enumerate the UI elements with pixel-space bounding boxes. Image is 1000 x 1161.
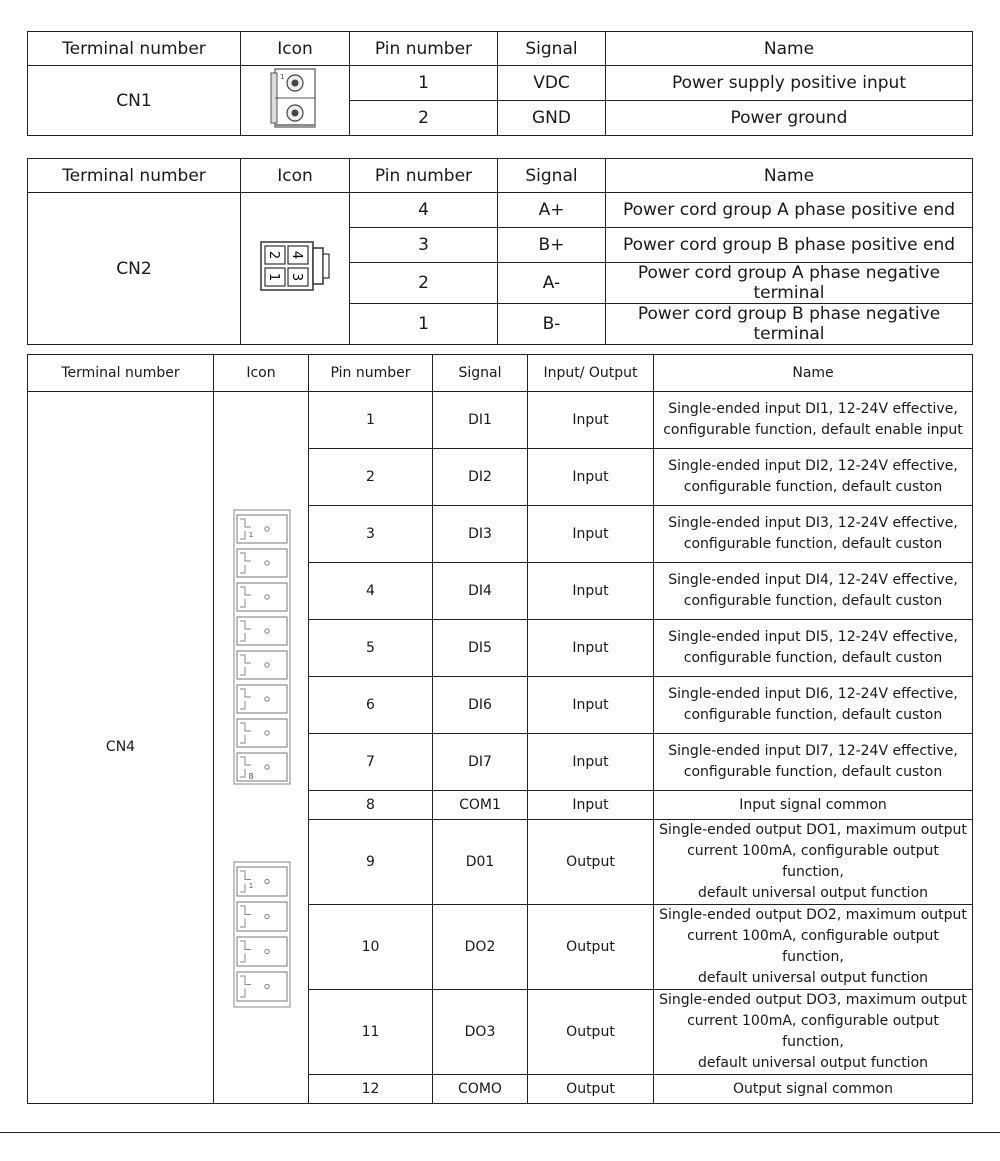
signal-cell: DO2 [433,905,528,990]
name-line: Single-ended output DO2, maximum output [659,907,967,923]
terminal-pin [237,972,287,1001]
header-input-output: Input/ Output [528,355,654,392]
terminal-pin [237,902,287,931]
table-row [28,392,973,449]
page-divider [0,1132,1000,1133]
terminal-cell: CN1 [28,66,241,136]
icon-cell [214,392,309,1104]
io-cell: Input [528,734,654,791]
io-cell: Input [528,620,654,677]
pin-cell: 7 [309,734,433,791]
signal-cell: GND [498,101,606,136]
pin-cell: 6 [309,677,433,734]
io-cell: Output [528,1075,654,1104]
name-line: default universal output function [697,885,929,901]
icon-pin-label: 4 [289,250,304,260]
io-cell: Input [528,392,654,449]
terminal-pin [237,867,287,896]
pin-cell: 5 [309,620,433,677]
signal-cell: COMO [433,1075,528,1104]
four-pin-connector-icon [255,236,335,296]
terminal-pin [237,617,287,645]
header-icon: Icon [214,355,309,392]
header-pin-number: Pin number [350,159,498,193]
signal-cell: D01 [433,820,528,905]
icon-pin-label: 1 [266,272,281,282]
header-row [28,32,973,66]
signal-cell: VDC [498,66,606,101]
name-line: Single-ended input DI5, 12-24V effective, [668,629,958,645]
terminal-pin [237,651,287,679]
io-cell: Input [528,791,654,820]
terminal-cell: CN4 [28,392,214,1104]
svg-text:1: 1 [280,73,285,81]
io-cell: Output [528,990,654,1075]
name-line: default universal output function [697,970,929,986]
header-signal: Signal [498,32,606,66]
name-line: configurable function, default custon [683,479,943,495]
header-row [28,355,973,392]
terminal-pin [237,937,287,966]
name-line: configurable function, default custon [683,707,943,723]
name-cell [654,734,973,791]
icon-pin-label: 1 [248,531,253,539]
pin-cell: 3 [309,506,433,563]
header-terminal-number: Terminal number [28,32,241,66]
header-name: Name [606,32,973,66]
io-cell: Input [528,506,654,563]
name-cell: Power cord group B phase positive end [606,228,973,263]
input-terminal-block [234,510,290,784]
signal-cell: A+ [498,193,606,228]
signal-cell: DI1 [433,392,528,449]
name-cell [654,905,973,990]
terminal-pin [237,515,287,543]
pin-cell: 3 [350,228,498,263]
header-terminal-number: Terminal number [28,159,241,193]
terminal-pin [237,549,287,577]
name-cell [654,820,973,905]
signal-cell: DI4 [433,563,528,620]
header-row [28,159,973,193]
name-cell [654,392,973,449]
io-cell: Output [528,905,654,990]
io-cell: Input [528,449,654,506]
pin-cell: 2 [350,101,498,136]
name-cell: Power ground [606,101,973,136]
pin-cell: 1 [350,66,498,101]
signal-cell: DI3 [433,506,528,563]
pin-cell: 2 [350,263,498,304]
name-line: Single-ended output DO1, maximum output [659,822,967,838]
cn4-table [27,354,973,1104]
two-pin-screw-terminal-icon [267,67,323,129]
io-cell: Input [528,563,654,620]
pin-cell: 1 [309,392,433,449]
signal-cell: DO3 [433,990,528,1075]
name-cell [654,449,973,506]
name-cell: Power cord group B phase negative terminal [606,304,973,345]
header-terminal-number: Terminal number [28,355,214,392]
signal-cell: A- [498,263,606,304]
pin-cell: 1 [350,304,498,345]
pin-cell: 10 [309,905,433,990]
name-cell: Power cord group A phase negative terminal [606,263,973,304]
name-line: default universal output function [697,1055,929,1071]
signal-cell: DI6 [433,677,528,734]
icon-pin-label: 2 [266,250,281,260]
name-cell [654,506,973,563]
name-line: current 100mA, configurable output function, [687,1013,939,1050]
terminal-pin [237,719,287,747]
name-cell [654,620,973,677]
header-signal: Signal [498,159,606,193]
terminal-cell: CN2 [28,193,241,345]
name-line: configurable function, default enable input [663,422,963,438]
pin-cell: 9 [309,820,433,905]
icon-pin-label: 1 [248,882,253,890]
cn1-table [27,31,973,136]
io-cell: Input [528,677,654,734]
spring-terminal-block-icon [215,414,308,1074]
signal-cell: DI5 [433,620,528,677]
cn2-table [27,158,973,345]
name-line: Single-ended input DI6, 12-24V effective, [668,686,958,702]
icon-cell [241,66,350,136]
terminal-pin [237,753,287,781]
name-cell: Power cord group A phase positive end [606,193,973,228]
name-line: configurable function, default custon [683,650,943,666]
name-line: Single-ended input DI3, 12-24V effective, [668,515,958,531]
pin-cell: 4 [350,193,498,228]
signal-cell: DI2 [433,449,528,506]
name-line: Single-ended input DI1, 12-24V effective, [668,401,958,417]
output-terminal-block [234,862,290,1007]
name-line: Single-ended input DI7, 12-24V effective, [668,743,958,759]
name-cell: Output signal common [654,1075,973,1104]
icon-cell [241,193,350,345]
terminal-pin [237,685,287,713]
name-cell: Input signal common [654,791,973,820]
header-name: Name [606,159,973,193]
table-row [28,66,973,101]
name-line: configurable function, default custon [683,536,943,552]
terminal-pin [237,583,287,611]
name-cell [654,990,973,1075]
name-line: current 100mA, configurable output function, [687,843,939,880]
signal-cell: DI7 [433,734,528,791]
pin-cell: 12 [309,1075,433,1104]
pin-cell: 4 [309,563,433,620]
header-name: Name [654,355,973,392]
header-pin-number: Pin number [309,355,433,392]
signal-cell: B+ [498,228,606,263]
name-line: current 100mA, configurable output function, [687,928,939,965]
signal-cell: COM1 [433,791,528,820]
header-pin-number: Pin number [350,32,498,66]
name-cell: Power supply positive input [606,66,973,101]
pin-cell: 11 [309,990,433,1075]
icon-pin-label: 8 [247,772,254,781]
icon-pin-label: 3 [289,272,304,282]
name-cell [654,677,973,734]
name-line: Single-ended input DI2, 12-24V effective, [668,458,958,474]
name-line: Single-ended input DI4, 12-24V effective, [668,572,958,588]
name-cell [654,563,973,620]
pin-cell: 2 [309,449,433,506]
io-cell: Output [528,820,654,905]
header-icon: Icon [241,32,350,66]
name-line: configurable function, default custon [683,764,943,780]
name-line: configurable function, default custon [683,593,943,609]
signal-cell: B- [498,304,606,345]
header-signal: Signal [433,355,528,392]
table-row [28,193,973,228]
pin-cell: 8 [309,791,433,820]
header-icon: Icon [241,159,350,193]
name-line: Single-ended output DO3, maximum output [659,992,967,1008]
